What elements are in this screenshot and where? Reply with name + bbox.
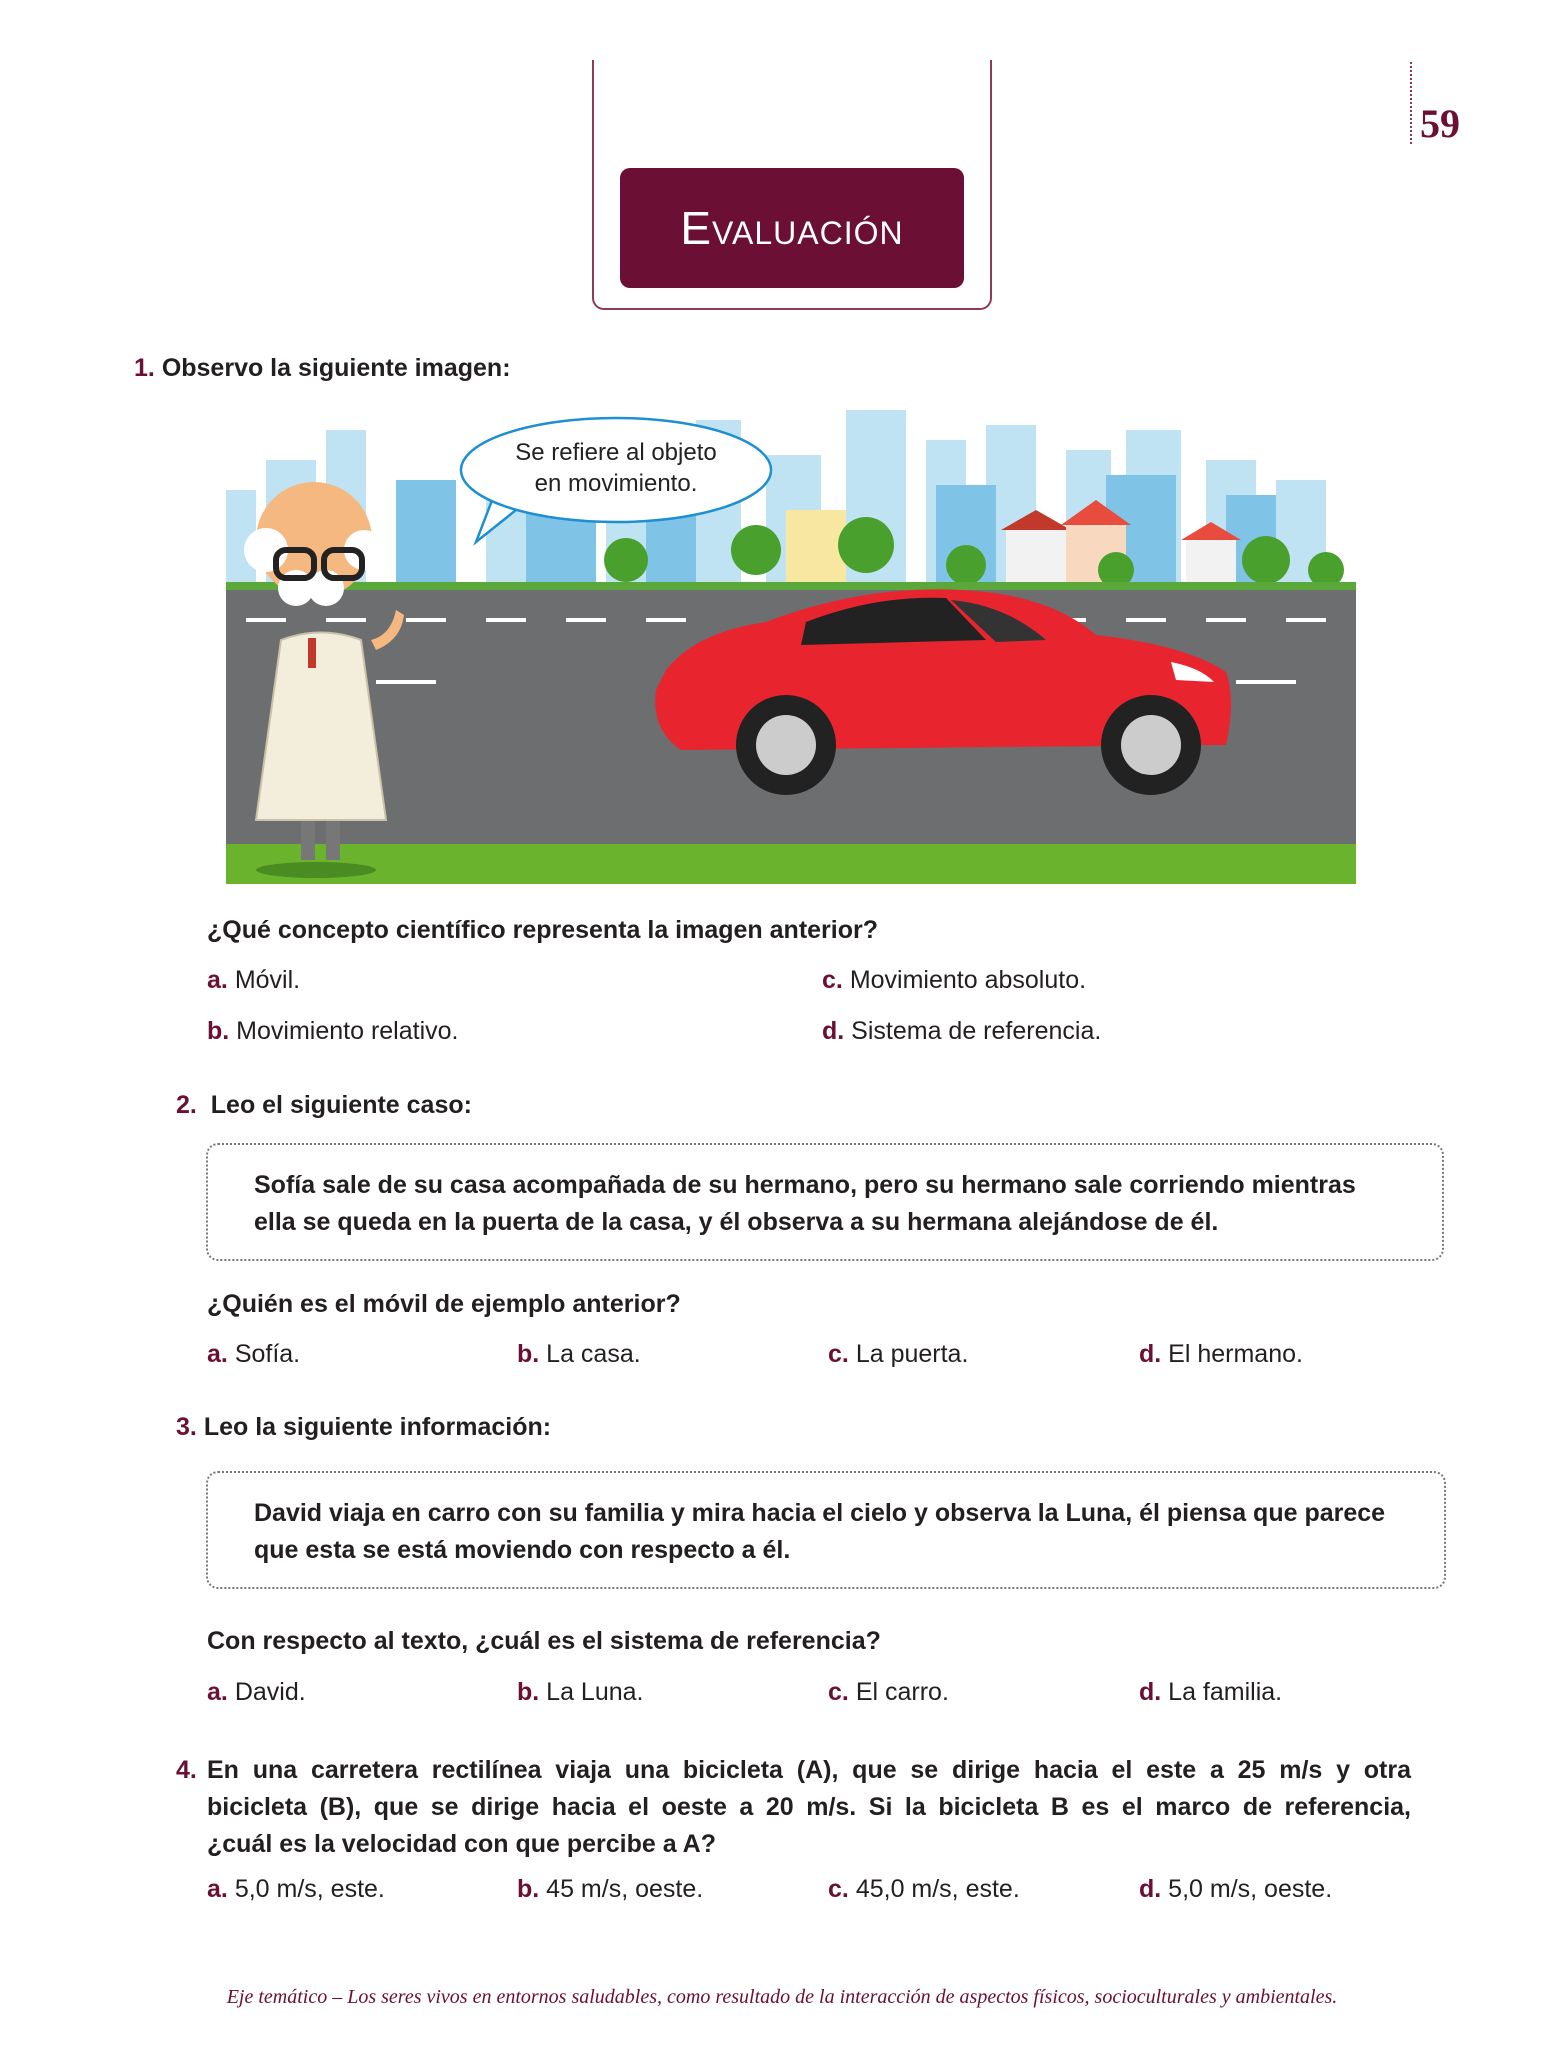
bubble-line-2: en movimiento. bbox=[534, 470, 698, 497]
question-4-line-1: En una carretera rectilínea viaja una bicicleta (A), que se dirige hacia el este a 25 m/s y otra bbox=[207, 1756, 1411, 1784]
q4-option-b[interactable]: b. 45 m/s, oeste. bbox=[517, 1875, 704, 1903]
case-line-2: ella se queda en la puerta de la casa, y él observa a su hermana alejándose de él. bbox=[254, 1208, 1219, 1236]
question-2-text: ¿Quién es el móvil de ejemplo anterior? bbox=[207, 1290, 681, 1318]
question-2-number: 2. bbox=[176, 1091, 197, 1119]
q1-option-a[interactable]: a. Móvil. bbox=[207, 966, 301, 994]
info-box bbox=[206, 1471, 1446, 1589]
footer-theme-axis: Eje temático – Los seres vivos en entornos saludables, como resultado de la interacción de aspectos físicos, socioculturales y ambientales. bbox=[226, 1986, 1338, 2008]
question-1-prompt-text: Observo la siguiente imagen: bbox=[161, 354, 511, 382]
question-1-prompt bbox=[134, 354, 511, 383]
q1-option-c[interactable]: c. Movimiento absoluto. bbox=[822, 966, 1087, 994]
scientist-car-illustration bbox=[226, 400, 1356, 884]
question-4-line-3: ¿cuál es la velocidad con que percibe a A? bbox=[207, 1830, 716, 1858]
q2-option-c[interactable]: c. La puerta. bbox=[828, 1340, 969, 1368]
question-3-number: 3. bbox=[176, 1413, 197, 1441]
question-4-number: 4. bbox=[176, 1756, 197, 1784]
q4-option-a[interactable]: a. 5,0 m/s, este. bbox=[207, 1875, 385, 1903]
page-number: 59 bbox=[1420, 101, 1460, 146]
q1-option-d[interactable]: d. Sistema de referencia. bbox=[822, 1017, 1102, 1045]
q2-option-a[interactable]: a. Sofía. bbox=[207, 1340, 301, 1368]
q2-option-d[interactable]: d. El hermano. bbox=[1139, 1340, 1303, 1368]
question-4-line-2: bicicleta (B), que se dirige hacia el oeste a 20 m/s. Si la bicicleta B es el marco de referencia, bbox=[207, 1793, 1411, 1821]
question-2-prompt bbox=[176, 1091, 472, 1120]
question-1-number: 1. bbox=[134, 354, 155, 382]
info-line-1: David viaja en carro con su familia y mira hacia el cielo y observa la Luna, él piensa que parece bbox=[254, 1499, 1386, 1527]
q3-option-b[interactable]: b. La Luna. bbox=[517, 1678, 644, 1706]
case-line-1: Sofía sale de su casa acompañada de su hermano, pero su hermano sale corriendo mientras bbox=[254, 1171, 1356, 1199]
question-3-prompt-text: Leo la siguiente información: bbox=[203, 1413, 552, 1441]
q3-option-a[interactable]: a. David. bbox=[207, 1678, 306, 1706]
q4-option-c[interactable]: c. 45,0 m/s, este. bbox=[828, 1875, 1020, 1903]
bubble-line-1: Se refiere al objeto bbox=[515, 439, 717, 466]
page-title: Evaluación bbox=[680, 202, 904, 254]
question-2-prompt-text: Leo el siguiente caso: bbox=[210, 1091, 472, 1119]
q4-option-d[interactable]: d. 5,0 m/s, oeste. bbox=[1139, 1875, 1333, 1903]
info-line-2: que esta se está moviendo con respecto a él. bbox=[254, 1536, 791, 1564]
case-box bbox=[206, 1143, 1444, 1261]
question-3-text: Con respecto al texto, ¿cuál es el sistema de referencia? bbox=[207, 1627, 881, 1655]
page-number-divider bbox=[1410, 62, 1412, 144]
title-banner bbox=[620, 168, 964, 288]
q3-option-d[interactable]: d. La familia. bbox=[1139, 1678, 1283, 1706]
q3-option-c[interactable]: c. El carro. bbox=[828, 1678, 949, 1706]
question-1-text: ¿Qué concepto científico representa la imagen anterior? bbox=[207, 916, 878, 944]
question-4-text bbox=[176, 1752, 1411, 1863]
q1-option-b[interactable]: b. Movimiento relativo. bbox=[207, 1017, 459, 1045]
question-3-prompt bbox=[176, 1413, 551, 1442]
q2-option-b[interactable]: b. La casa. bbox=[517, 1340, 641, 1368]
